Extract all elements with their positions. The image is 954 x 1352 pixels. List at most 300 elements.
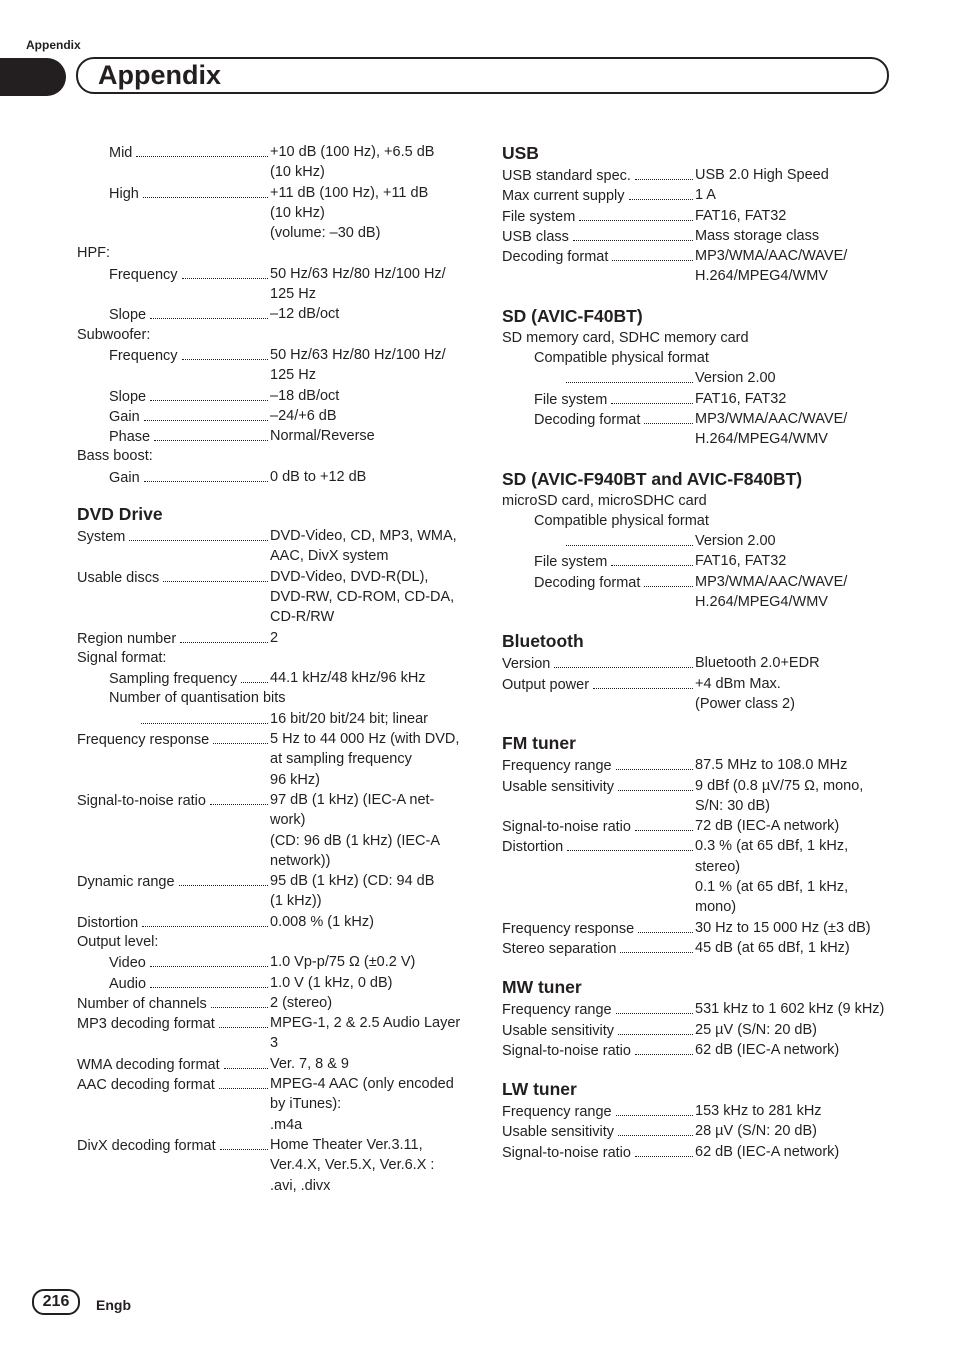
- spec-value: H.264/MPEG4/WMV: [695, 431, 828, 448]
- dot-leader: [144, 406, 268, 421]
- spec-row: [502, 226, 887, 246]
- spec-value: 62 dB (IEC-A network): [695, 1041, 840, 1058]
- spec-row: [502, 389, 887, 409]
- spec-section: [502, 976, 887, 1060]
- spec-value: 16 bit/20 bit/24 bit; linear: [270, 710, 428, 727]
- spec-heading: Number of quantisation bits: [109, 690, 286, 707]
- spec-values: [695, 368, 887, 388]
- spec-values: [270, 709, 467, 729]
- spec-value: work): [270, 812, 306, 829]
- spec-value: 125 Hz: [270, 367, 316, 384]
- spec-heading: HPF:: [77, 245, 111, 262]
- spec-value: 1 A: [695, 187, 716, 204]
- spec-values: [270, 406, 467, 426]
- spec-values: [270, 142, 467, 183]
- spec-values: [270, 1054, 467, 1074]
- spec-row: [77, 406, 467, 426]
- spec-value: S/N: 30 dB): [695, 797, 770, 814]
- spec-label-wrap: [109, 406, 268, 427]
- spec-values: [270, 1013, 467, 1054]
- dot-leader: [144, 467, 268, 482]
- spec-row: [502, 816, 887, 836]
- spec-value: 153 kHz to 281 kHz: [695, 1103, 822, 1120]
- spec-label: Decoding format: [534, 574, 641, 591]
- spec-values: [695, 551, 887, 571]
- spec-label: Stereo separation: [502, 940, 617, 957]
- spec-value: by iTunes):: [270, 1096, 342, 1113]
- spec-value: AAC, DivX system: [270, 548, 389, 565]
- spec-label-wrap: [109, 426, 268, 447]
- spec-label-wrap: [109, 467, 268, 488]
- spec-label-wrap: [502, 776, 693, 797]
- dot-leader: [210, 790, 268, 805]
- section-title: MW tuner: [502, 977, 582, 998]
- spec-value: DVD-Video, CD, MP3, WMA,: [270, 528, 457, 545]
- spec-row: [502, 572, 887, 613]
- spec-label-wrap: [502, 918, 693, 939]
- section-title: LW tuner: [502, 1079, 577, 1100]
- spec-values: [270, 526, 467, 567]
- title-bar: [76, 57, 889, 94]
- spec-value: (Power class 2): [695, 695, 795, 712]
- spec-values: [270, 729, 467, 790]
- spec-values: [270, 345, 467, 386]
- spec-value: 95 dB (1 kHz) (CD: 94 dB: [270, 873, 435, 890]
- dot-leader: [182, 345, 268, 360]
- spec-row: [77, 386, 467, 406]
- spec-label: Max current supply: [502, 188, 625, 205]
- spec-label: Frequency: [109, 266, 178, 283]
- section-title: SD (AVIC-F940BT and AVIC-F840BT): [502, 468, 803, 489]
- spec-value: (1 kHz)): [270, 893, 322, 910]
- spec-row: [77, 952, 467, 972]
- spec-label: Mid: [109, 145, 133, 161]
- dot-leader: [611, 389, 693, 404]
- spec-label-wrap: [534, 409, 693, 430]
- spec-row: [77, 709, 467, 729]
- spec-label-wrap: [502, 999, 693, 1020]
- spec-label-wrap: [502, 185, 693, 206]
- spec-label: Decoding format: [502, 249, 609, 266]
- spec-values: [270, 264, 467, 305]
- section-title: USB: [502, 143, 539, 163]
- dot-leader: [616, 755, 693, 770]
- spec-value: Version 2.00: [695, 533, 776, 550]
- spec-value: 50 Hz/63 Hz/80 Hz/100 Hz/: [270, 346, 446, 363]
- spec-values: [695, 653, 887, 673]
- dot-leader: [150, 386, 268, 401]
- spec-value: +4 dBm Max.: [695, 675, 781, 692]
- spec-label: Frequency response: [502, 920, 635, 937]
- spec-label: Frequency: [109, 347, 178, 364]
- spec-value: MP3/WMA/AAC/WAVE/: [695, 248, 848, 265]
- spec-row: [502, 755, 887, 775]
- spec-values: [270, 790, 467, 871]
- spec-heading: Compatible physical format: [534, 350, 709, 367]
- spec-label-wrap: [141, 709, 268, 724]
- spec-section: [502, 142, 887, 287]
- spec-label: File system: [534, 554, 608, 571]
- spec-label: File system: [534, 391, 608, 408]
- spec-values: [270, 993, 467, 1013]
- spec-row: [77, 1135, 467, 1196]
- spec-value: Version 2.00: [695, 370, 776, 387]
- spec-values: [270, 567, 467, 628]
- spec-value: 50 Hz/63 Hz/80 Hz/100 Hz/: [270, 265, 446, 282]
- dot-leader: [129, 526, 268, 541]
- spec-values: [695, 1142, 887, 1162]
- spec-label: File system: [502, 208, 576, 225]
- spec-value: 44.1 kHz/48 kHz/96 kHz: [270, 670, 426, 687]
- spec-row: [502, 165, 887, 185]
- spec-row: [502, 836, 887, 917]
- spec-label-wrap: [502, 938, 693, 959]
- spec-label: Gain: [109, 408, 140, 425]
- spec-values: [270, 871, 467, 912]
- spec-row: [502, 368, 887, 388]
- spec-label-wrap: [109, 142, 268, 163]
- spec-label-wrap: [109, 952, 268, 973]
- spec-values: [270, 386, 467, 406]
- spec-row: [77, 973, 467, 993]
- spec-label: Audio: [109, 975, 147, 992]
- spec-label: Decoding format: [534, 411, 641, 428]
- spec-label: Slope: [109, 388, 147, 405]
- spec-value: 0.1 % (at 65 dBf, 1 kHz,: [695, 879, 849, 896]
- spec-label-wrap: [77, 871, 268, 892]
- spec-label-wrap: [502, 165, 693, 186]
- spec-values: [695, 389, 887, 409]
- spec-label-wrap: [77, 729, 268, 750]
- spec-value: 72 dB (IEC-A network): [695, 818, 840, 835]
- spec-row: [77, 345, 467, 386]
- spec-label-wrap: [502, 1142, 693, 1163]
- dot-leader: [566, 368, 693, 383]
- spec-heading: SD memory card, SDHC memory card: [502, 329, 749, 346]
- spec-value: FAT16, FAT32: [695, 390, 787, 407]
- spec-section: [502, 732, 887, 958]
- spec-value: 531 kHz to 1 602 kHz (9 kHz): [695, 1001, 885, 1018]
- spec-value: 2: [270, 629, 279, 646]
- spec-values: [270, 467, 467, 487]
- spec-row: [77, 526, 467, 567]
- spec-value: 9 dBf (0.8 µV/75 Ω, mono,: [695, 777, 864, 794]
- spec-values: [695, 999, 887, 1019]
- spec-label: Signal-to-noise ratio: [502, 1144, 631, 1161]
- spec-heading: Signal format:: [77, 649, 167, 666]
- spec-label-wrap: [77, 993, 268, 1014]
- spec-row: [502, 1121, 887, 1141]
- spec-value: 97 dB (1 kHz) (IEC-A net-: [270, 791, 435, 808]
- spec-label-wrap: [502, 816, 693, 837]
- spec-value: DVD-RW, CD-ROM, CD-DA,: [270, 588, 455, 605]
- spec-row: [502, 246, 887, 287]
- spec-label-wrap: [502, 1020, 693, 1041]
- spec-value: +11 dB (100 Hz), +11 dB: [270, 184, 429, 201]
- spec-values: [270, 628, 467, 648]
- spec-value: FAT16, FAT32: [695, 207, 787, 224]
- spec-values: [695, 776, 887, 817]
- dot-leader: [618, 1121, 693, 1136]
- spec-value: Normal/Reverse: [270, 428, 375, 445]
- spec-label: Region number: [77, 630, 177, 647]
- dot-leader: [163, 567, 268, 582]
- spec-label-wrap: [77, 1013, 268, 1034]
- spec-value: mono): [695, 899, 737, 916]
- spec-list: [502, 999, 887, 1060]
- spec-label: Output power: [502, 676, 590, 693]
- spec-label-wrap: [502, 674, 693, 695]
- spec-values: [270, 1135, 467, 1196]
- spec-label: Signal-to-noise ratio: [77, 792, 206, 809]
- dot-leader: [635, 1040, 693, 1055]
- spec-values: [695, 572, 887, 613]
- spec-label-wrap: [566, 368, 693, 383]
- spec-values: [695, 1040, 887, 1060]
- dot-leader: [241, 668, 268, 683]
- dot-leader: [573, 226, 693, 241]
- dot-leader: [154, 426, 268, 441]
- spec-value: –18 dB/oct: [270, 387, 340, 404]
- dot-leader: [618, 776, 693, 791]
- spec-label: AAC decoding format: [77, 1077, 215, 1094]
- dot-leader: [644, 572, 693, 587]
- spec-list: [502, 165, 887, 287]
- spec-values: [695, 918, 887, 938]
- dot-leader: [635, 1142, 693, 1157]
- spec-value: MP3/WMA/AAC/WAVE/: [695, 573, 848, 590]
- spec-label-wrap: [77, 628, 268, 649]
- spec-label: Video: [109, 955, 146, 972]
- spec-value: (volume: –30 dB): [270, 225, 381, 242]
- spec-row: [77, 912, 467, 932]
- spec-label-wrap: [109, 973, 268, 994]
- spec-label: Number of channels: [77, 995, 207, 1012]
- spec-label: Sampling frequency: [109, 671, 238, 688]
- page-language: Engb: [96, 1297, 131, 1313]
- dvd-spec-list: [77, 526, 467, 1196]
- dot-leader: [616, 999, 693, 1014]
- spec-value: 5 Hz to 44 000 Hz (with DVD,: [270, 731, 460, 748]
- dot-leader: [150, 952, 268, 967]
- spec-label: DivX decoding format: [77, 1137, 216, 1154]
- spec-label-wrap: [502, 755, 693, 776]
- dot-leader: [219, 1013, 268, 1028]
- spec-section: [502, 630, 887, 714]
- dot-leader: [618, 1020, 693, 1035]
- dot-leader: [620, 938, 693, 953]
- spec-value: –24/+6 dB: [270, 407, 337, 424]
- spec-value: Ver. 7, 8 & 9: [270, 1055, 349, 1072]
- section-title: Bluetooth: [502, 631, 584, 652]
- spec-values: [695, 816, 887, 836]
- spec-row: [502, 531, 887, 551]
- spec-values: [695, 938, 887, 958]
- dot-leader: [635, 816, 693, 831]
- spec-row: [77, 1013, 467, 1054]
- dot-leader: [593, 674, 693, 689]
- spec-list: [502, 328, 887, 450]
- spec-value: DVD-Video, DVD-R(DL),: [270, 568, 429, 585]
- spec-values: [270, 183, 467, 244]
- spec-label-wrap: [502, 206, 693, 227]
- section-title: SD (AVIC-F40BT): [502, 305, 643, 326]
- spec-label-wrap: [534, 572, 693, 593]
- section-title: FM tuner: [502, 733, 576, 754]
- spec-label: MP3 decoding format: [77, 1016, 215, 1033]
- spec-value: 30 Hz to 15 000 Hz (±3 dB): [695, 919, 871, 936]
- spec-label-wrap: [77, 1054, 268, 1075]
- dot-leader: [143, 183, 268, 198]
- spec-label: USB class: [502, 228, 569, 245]
- spec-row: [502, 1040, 887, 1060]
- spec-label-wrap: [502, 246, 693, 267]
- spec-row: [502, 1142, 887, 1162]
- spec-value: (CD: 96 dB (1 kHz) (IEC-A: [270, 832, 440, 849]
- spec-values: [270, 304, 467, 324]
- spec-label-wrap: [502, 1040, 693, 1061]
- spec-values: [695, 836, 887, 917]
- spec-value: Bluetooth 2.0+EDR: [695, 655, 820, 672]
- spec-value: 28 µV (S/N: 20 dB): [695, 1123, 817, 1140]
- dot-leader: [566, 531, 693, 546]
- dot-leader: [142, 912, 268, 927]
- spec-values: [695, 226, 887, 246]
- spec-value: 45 dB (at 65 dBf, 1 kHz): [695, 939, 850, 956]
- spec-section: [502, 305, 887, 450]
- spec-value: 25 µV (S/N: 20 dB): [695, 1021, 817, 1038]
- spec-row: [502, 206, 887, 226]
- left-column: [77, 142, 467, 1214]
- spec-label-wrap: [109, 386, 268, 407]
- dot-leader: [182, 264, 268, 279]
- spec-row: [77, 729, 467, 790]
- spec-label-wrap: [77, 912, 268, 933]
- dot-leader: [635, 165, 693, 180]
- spec-row: [502, 999, 887, 1019]
- right-column: [502, 142, 887, 1180]
- spec-label: Phase: [109, 429, 151, 446]
- spec-value: Ver.4.X, Ver.5.X, Ver.6.X :: [270, 1157, 435, 1174]
- running-head: Appendix: [26, 38, 81, 52]
- spec-values: [695, 674, 887, 715]
- dot-leader: [638, 918, 693, 933]
- spec-label-wrap: [566, 531, 693, 546]
- dot-leader: [219, 1074, 268, 1089]
- spec-label-wrap: [77, 526, 268, 547]
- spec-row: [502, 1101, 887, 1121]
- dot-leader: [567, 836, 693, 851]
- spec-label: Signal-to-noise ratio: [502, 1042, 631, 1059]
- spec-heading: Output level:: [77, 933, 159, 950]
- spec-value: at sampling frequency: [270, 751, 412, 768]
- dot-leader: [180, 628, 268, 643]
- spec-value: 87.5 MHz to 108.0 MHz: [695, 757, 848, 774]
- dot-leader: [612, 246, 693, 261]
- spec-value: +10 dB (100 Hz), +6.5 dB: [270, 144, 435, 160]
- section-tab-marker: [0, 58, 66, 96]
- spec-row: [502, 551, 887, 571]
- spec-label: Slope: [109, 307, 147, 324]
- spec-row: [77, 426, 467, 446]
- spec-row: [77, 871, 467, 912]
- spec-row: [77, 668, 467, 688]
- spec-heading: Bass boost:: [77, 448, 153, 465]
- dot-leader: [579, 206, 693, 221]
- spec-list: [502, 755, 887, 958]
- page-title: Appendix: [98, 60, 222, 90]
- spec-values: [695, 1121, 887, 1141]
- spec-row: [77, 567, 467, 628]
- spec-row: [502, 1020, 887, 1040]
- spec-values: [270, 973, 467, 993]
- dot-leader: [179, 871, 268, 886]
- spec-label: Frequency range: [502, 1104, 612, 1121]
- spec-value: H.264/MPEG4/WMV: [695, 268, 828, 285]
- spec-value: 0.3 % (at 65 dBf, 1 kHz,: [695, 838, 849, 855]
- dot-leader: [616, 1101, 693, 1116]
- spec-values: [695, 531, 887, 551]
- dot-leader: [136, 142, 268, 157]
- spec-row: [77, 628, 467, 648]
- spec-label-wrap: [109, 304, 268, 325]
- spec-label: System: [77, 529, 126, 546]
- spec-label-wrap: [502, 226, 693, 247]
- spec-value: 0 dB to +12 dB: [270, 468, 367, 485]
- dot-leader: [220, 1135, 268, 1150]
- spec-label: Gain: [109, 469, 140, 486]
- spec-label: Dynamic range: [77, 874, 175, 891]
- dot-leader: [554, 653, 693, 668]
- spec-value: MP3/WMA/AAC/WAVE/: [695, 410, 848, 427]
- spec-values: [270, 1074, 467, 1135]
- spec-label: High: [109, 185, 139, 202]
- spec-values: [695, 246, 887, 287]
- spec-label-wrap: [77, 790, 268, 811]
- dot-leader: [150, 973, 268, 988]
- spec-value: Home Theater Ver.3.11,: [270, 1136, 423, 1153]
- spec-row: [77, 264, 467, 305]
- spec-heading: microSD card, microSDHC card: [502, 492, 707, 509]
- spec-value: (10 kHz): [270, 164, 325, 181]
- spec-value: FAT16, FAT32: [695, 553, 787, 570]
- spec-label-wrap: [502, 1101, 693, 1122]
- spec-row: [502, 938, 887, 958]
- spec-row: [77, 993, 467, 1013]
- dot-leader: [211, 993, 268, 1008]
- spec-value: –12 dB/oct: [270, 306, 340, 323]
- spec-value: H.264/MPEG4/WMV: [695, 594, 828, 611]
- spec-label: Distortion: [77, 914, 139, 931]
- dot-leader: [213, 729, 268, 744]
- spec-values: [695, 165, 887, 185]
- spec-row: [77, 467, 467, 487]
- spec-value: MPEG-1, 2 & 2.5 Audio Layer: [270, 1015, 461, 1032]
- spec-row: [77, 790, 467, 871]
- spec-values: [695, 409, 887, 450]
- spec-value: 2 (stereo): [270, 994, 333, 1011]
- dot-leader: [141, 709, 268, 724]
- spec-label: Frequency response: [77, 732, 210, 749]
- spec-value: 0.008 % (1 kHz): [270, 913, 374, 930]
- spec-values: [270, 426, 467, 446]
- dot-leader: [611, 551, 693, 566]
- dot-leader: [150, 304, 268, 319]
- spec-value: 3: [270, 1035, 279, 1052]
- spec-values: [270, 912, 467, 932]
- spec-row: [502, 185, 887, 205]
- spec-label-wrap: [77, 1135, 268, 1156]
